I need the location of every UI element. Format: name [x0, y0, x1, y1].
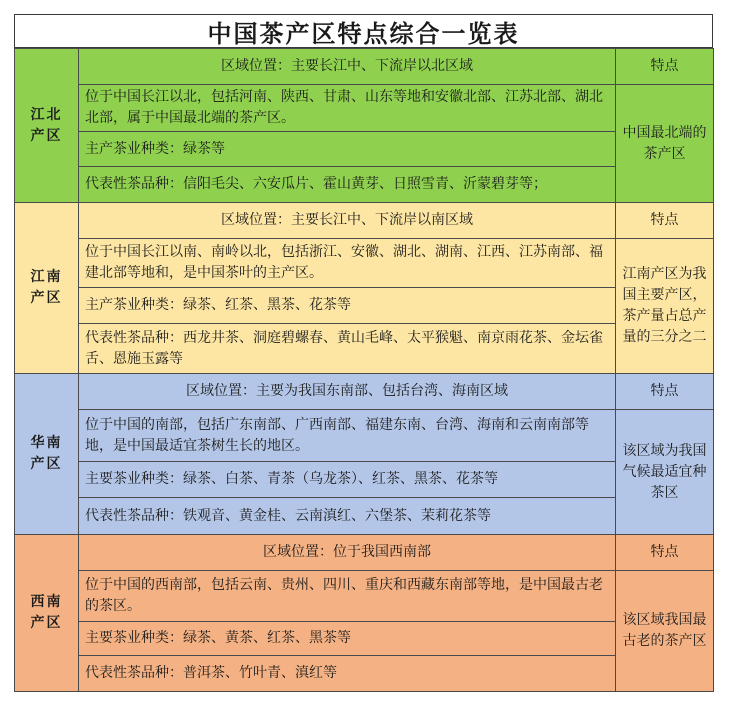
feature-header: 特点 [616, 203, 714, 239]
table-row [15, 462, 714, 498]
famous-teas: 代表性茶品种：普洱茶、竹叶青、滇红等 [79, 656, 616, 692]
region-description: 位于中国的南部，包括广东南部、广西南部、福建东南、台湾、海南和云南南部等地，是中国最适宜茶树生长的地区。 [79, 410, 616, 462]
main-tea-types: 主要茶业种类：绿茶、黄茶、红茶、黑茶等 [79, 622, 616, 656]
feature-header: 特点 [616, 535, 714, 571]
region-feature: 中国最北端的茶产区 [616, 85, 714, 203]
table-row [15, 85, 714, 132]
famous-teas: 代表性茶品种：信阳毛尖、六安瓜片、霍山黄芽、日照雪青、沂蒙碧芽等； [79, 167, 616, 203]
table-row [15, 374, 714, 410]
table-row [15, 571, 714, 622]
table-row [15, 132, 714, 167]
region-feature: 该区域我国最古老的茶产区 [616, 571, 714, 692]
table-row [15, 622, 714, 656]
feature-header: 特点 [616, 49, 714, 85]
region-name-jiangnan: 江南 产区 [15, 203, 79, 374]
table-row [15, 324, 714, 374]
region-name-jiangbei: 江北 产区 [15, 49, 79, 203]
region-name-xinan: 西南 产区 [15, 535, 79, 692]
table-row [15, 656, 714, 692]
region-description: 位于中国长江以北，包括河南、陕西、甘肃、山东等地和安徽北部、江苏北部、湖北北部，属于中国最北端的茶产区。 [79, 85, 616, 132]
region-location: 区域位置：主要长江中、下流岸以北区域 [79, 49, 616, 85]
region-location: 区域位置：主要为我国东南部、包括台湾、海南区域 [79, 374, 616, 410]
tea-region-table [14, 48, 714, 692]
feature-header: 特点 [616, 374, 714, 410]
table-row [15, 288, 714, 324]
famous-teas: 代表性茶品种：西龙井茶、洞庭碧螺春、黄山毛峰、太平猴魁、南京雨花茶、金坛雀舌、恩施玉露等 [79, 324, 616, 374]
table-row [15, 498, 714, 535]
table-row [15, 239, 714, 288]
region-location: 区域位置：位于我国西南部 [79, 535, 616, 571]
region-feature: 江南产区为我国主要产区，茶产量占总产量的三分之二 [616, 239, 714, 374]
table-row [15, 203, 714, 239]
main-tea-types: 主要茶业种类：绿茶、白茶、青茶（乌龙茶）、红茶、黑茶、花茶等 [79, 462, 616, 498]
main-tea-types: 主产茶业种类：绿茶等 [79, 132, 616, 167]
region-description: 位于中国的西南部，包括云南、贵州、四川、重庆和西藏东南部等地，是中国最古老的茶区。 [79, 571, 616, 622]
region-description: 位于中国长江以南、南岭以北，包括浙江、安徽、湖北、湖南、江西、江苏南部、福建北部等地和，是中国茶叶的主产区。 [79, 239, 616, 288]
page-title: 中国茶产区特点综合一览表 [14, 14, 713, 48]
region-location: 区域位置：主要长江中、下流岸以南区域 [79, 203, 616, 239]
main-tea-types: 主产茶业种类：绿茶、红茶、黑茶、花茶等 [79, 288, 616, 324]
famous-teas: 代表性茶品种：铁观音、黄金桂、云南滇红、六堡茶、茉莉花茶等 [79, 498, 616, 535]
table-row [15, 49, 714, 85]
table-row [15, 535, 714, 571]
region-name-huanan: 华南 产区 [15, 374, 79, 535]
table-row [15, 410, 714, 462]
table-row [15, 167, 714, 203]
region-feature: 该区域为我国气候最适宜种茶区 [616, 410, 714, 535]
